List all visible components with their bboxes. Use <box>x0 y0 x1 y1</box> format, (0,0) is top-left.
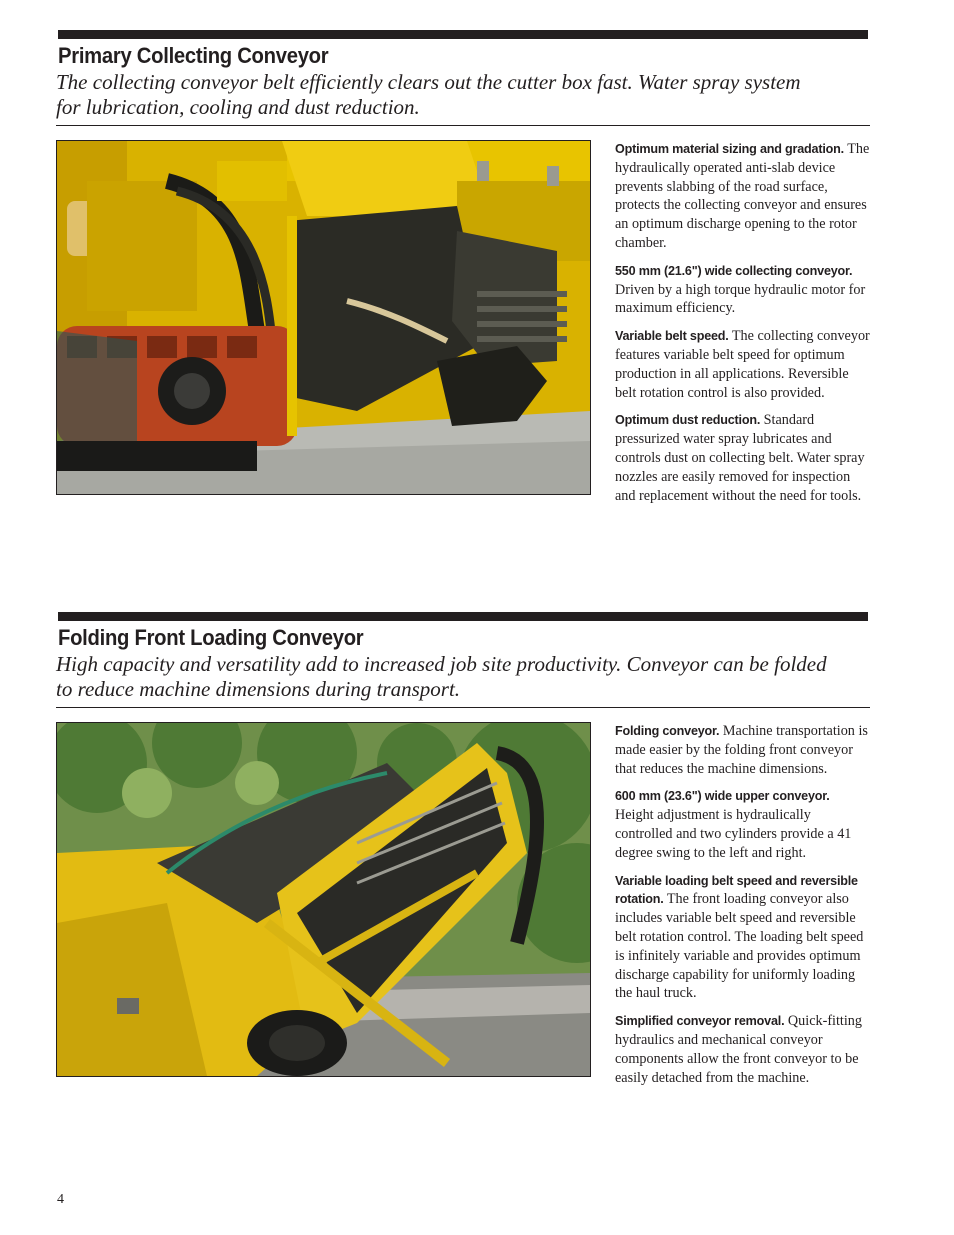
feature-lead: Simplified conveyor removal. <box>615 1014 785 1029</box>
feature-lead: 550 mm (21.6") wide collecting conveyor. <box>615 263 853 278</box>
page-number: 4 <box>57 1192 64 1207</box>
feature-lead: Folding conveyor. <box>615 724 720 738</box>
feature-paragraph <box>615 722 871 778</box>
features-column <box>615 722 871 1096</box>
feature-lead: Variable belt speed. <box>615 329 729 344</box>
photo-folding-conveyor <box>56 722 591 1077</box>
photo-folding-conveyor-illustration <box>57 723 590 1076</box>
feature-text: Quick-fitting hydraulics and mechanical conveyor components allow the front conveyor to be easily detached from the machine. <box>615 1013 862 1086</box>
photo-collecting-conveyor-illustration <box>57 141 590 494</box>
feature-lead: 600 mm (23.6") wide upper conveyor. <box>615 789 830 804</box>
feature-lead: Optimum material sizing and gradation. <box>615 142 844 156</box>
section-divider <box>56 125 870 126</box>
features-column <box>615 140 871 514</box>
feature-paragraph <box>615 411 871 505</box>
feature-lead: Variable loading belt speed and reversible rotation. <box>615 873 858 907</box>
section-top-bar <box>58 30 868 39</box>
section-divider <box>56 707 870 708</box>
feature-text: Driven by a high torque hydraulic motor for maximum efficiency. <box>615 281 866 317</box>
section-title: Folding Front Loading Conveyor <box>58 625 364 650</box>
feature-text: Machine transportation is made easier by the folding front conveyor that reduces the machine dimensions. <box>615 723 868 777</box>
feature-paragraph <box>615 872 871 1004</box>
feature-paragraph <box>615 262 871 318</box>
feature-paragraph <box>615 327 871 402</box>
section-subtitle-line: to reduce machine dimensions during transport. <box>56 677 461 701</box>
feature-paragraph <box>615 140 871 253</box>
feature-text: The hydraulically operated anti-slab device prevents slabbing of the road surface, protects the collecting conveyor and ensures an optimum discharge opening to the rotor chamber. <box>615 141 870 251</box>
section-title: Primary Collecting Conveyor <box>58 43 329 68</box>
photo-collecting-conveyor <box>56 140 591 495</box>
feature-text: Standard pressurized water spray lubricates and controls dust on collecting belt. Water spray nozzles are easily removed for inspection and replacement without the need for tools. <box>615 412 865 504</box>
feature-paragraph <box>615 787 871 862</box>
feature-text: The collecting conveyor features variable belt speed for optimum production in all applications. Reversible belt rotation control is also provided. <box>615 328 870 401</box>
section-top-bar <box>58 612 868 621</box>
feature-text: Height adjustment is hydraulically controlled and two cylinders provide a 41 degree swing to the left and right. <box>615 807 852 861</box>
feature-lead: Optimum dust reduction. <box>615 413 761 428</box>
feature-paragraph <box>615 1012 871 1087</box>
section-subtitle-line: High capacity and versatility add to increased job site productivity. Conveyor can be folded <box>56 652 827 676</box>
section-subtitle-line: The collecting conveyor belt efficiently clears out the cutter box fast. Water spray system <box>56 70 801 94</box>
feature-text: The front loading conveyor also includes variable belt speed and reversible belt rotation control. The loading belt speed is infinitely variable and provides optimum discharge capability for uniformly loading the haul truck. <box>615 891 864 1002</box>
section-subtitle-line: for lubrication, cooling and dust reduction. <box>56 95 420 119</box>
